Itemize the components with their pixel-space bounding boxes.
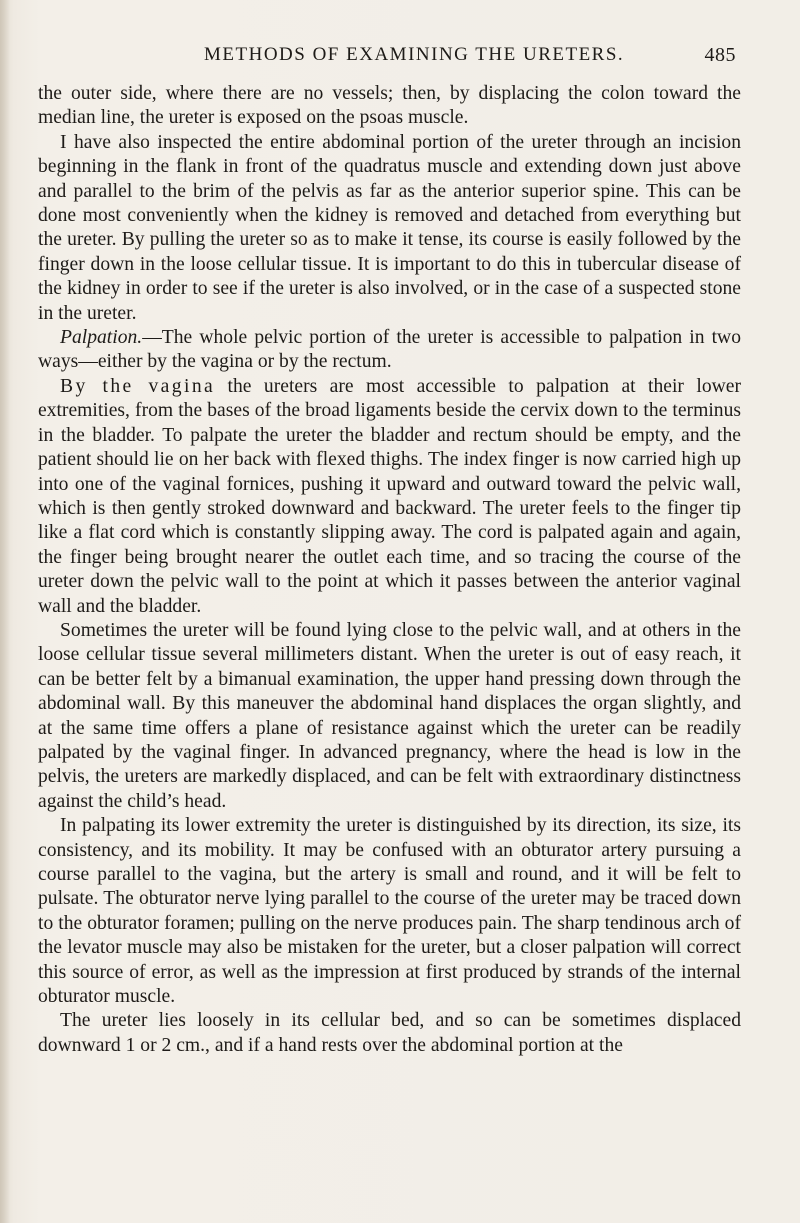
paragraph-text: The ureter lies loosely in its cellular bed, and so can be sometimes displaced downward 1 or 2 cm., and if a hand rests over the abdominal portion at the [38,1010,741,1056]
page-number: 485 [704,44,736,66]
paragraph-displacement [38,1009,741,1058]
paragraph-by-vagina [38,375,741,619]
paragraph-palpation [38,326,741,375]
running-title: METHODS OF EXAMINING THE URETERS. [204,44,625,65]
paragraph-text: I have also inspected the entire abdominal portion of the ureter through an incision beginning in the flank in front of the quadratus muscle and extending down just above and parallel to the brim of the pelvis as far as the anterior superior spine. This can be done most conveniently when the kidney is removed and detached from everything but the ureter. By pulling the ureter so as to make it tense, its course is easily followed by the finger down in the loose cellular tissue. It is important to do this in tubercular disease of the kidney in order to see if the ureter is also involved, or in the case of a suspected stone in the ureter. [38,131,741,324]
paragraph-abdominal-inspection [38,131,741,326]
paragraph-text: the outer side, where there are no vessels; then, by displacing the colon toward the median line, the ureter is exposed on the psoas muscle. [38,83,741,129]
subsection-run-in-heading: By the vagina [60,375,216,397]
paragraph-text: Sometimes the ureter will be found lying close to the pelvic wall, and at others in the loose cellular tissue several millimeters distant. When the ureter is out of easy reach, it can be better felt by a bimanual examination, the upper hand pressing down through the abdominal wall. By this maneuver the abdominal hand displaces the organ slightly, and at the same time offers a plane of resistance against which the ureter can be readily palpated by the vaginal finger. In advanced pregnancy, where the head is low in the pelvis, the ureters are markedly displaced, and can be felt with extraordinary distinctness against the child’s head. [38,619,741,812]
paragraph-distinguishing [38,814,741,1009]
paragraph-text: In palpating its lower extremity the ureter is distinguished by its direction, its size, its consistency, and its mobility. It may be confused with an obturator artery pursuing a course parallel to the vagina, but the artery is small and round, and it will be felt to pulsate. The obturator nerve lying parallel to the course of the ureter may be traced down to the obturator foramen; pulling on the nerve produces pain. The sharp tendinous arch of the levator muscle may also be mistaken for the ureter, but a closer palpation will correct this source of error, as well as the impression at first produced by strands of the internal obturator muscle. [38,815,741,1008]
paragraph-text: the ureters are most accessible to palpation at their lower extremities, from the bases of the broad ligaments beside the cervix down to the terminus in the bladder. To palpate the ureter the bladder and rectum should be empty, and the patient should lie on her back with flexed thighs. The index finger is now carried high up into one of the vaginal fornices, pushing it upward and outward toward the pelvic wall, which is then gently stroked downward and backward. The ureter feels to the finger tip like a flat cord which is constantly slipping away. The cord is palpated again and again, the finger being brought nearer the outlet each time, and so tracing the course of the ureter down the pelvic wall to the point at which it passes between the anterior vaginal wall and the bladder. [38,375,741,617]
paragraph-text: —The whole pelvic portion of the ureter is accessible to palpation in two ways—either by the vagina or by the rectum. [38,327,741,373]
section-run-in-heading: Palpation. [60,327,143,349]
body-text [38,82,741,1058]
running-head [204,44,736,72]
paragraph-ureter-position [38,619,741,814]
gutter-shadow [0,0,10,1223]
paragraph-continuation [38,82,741,131]
